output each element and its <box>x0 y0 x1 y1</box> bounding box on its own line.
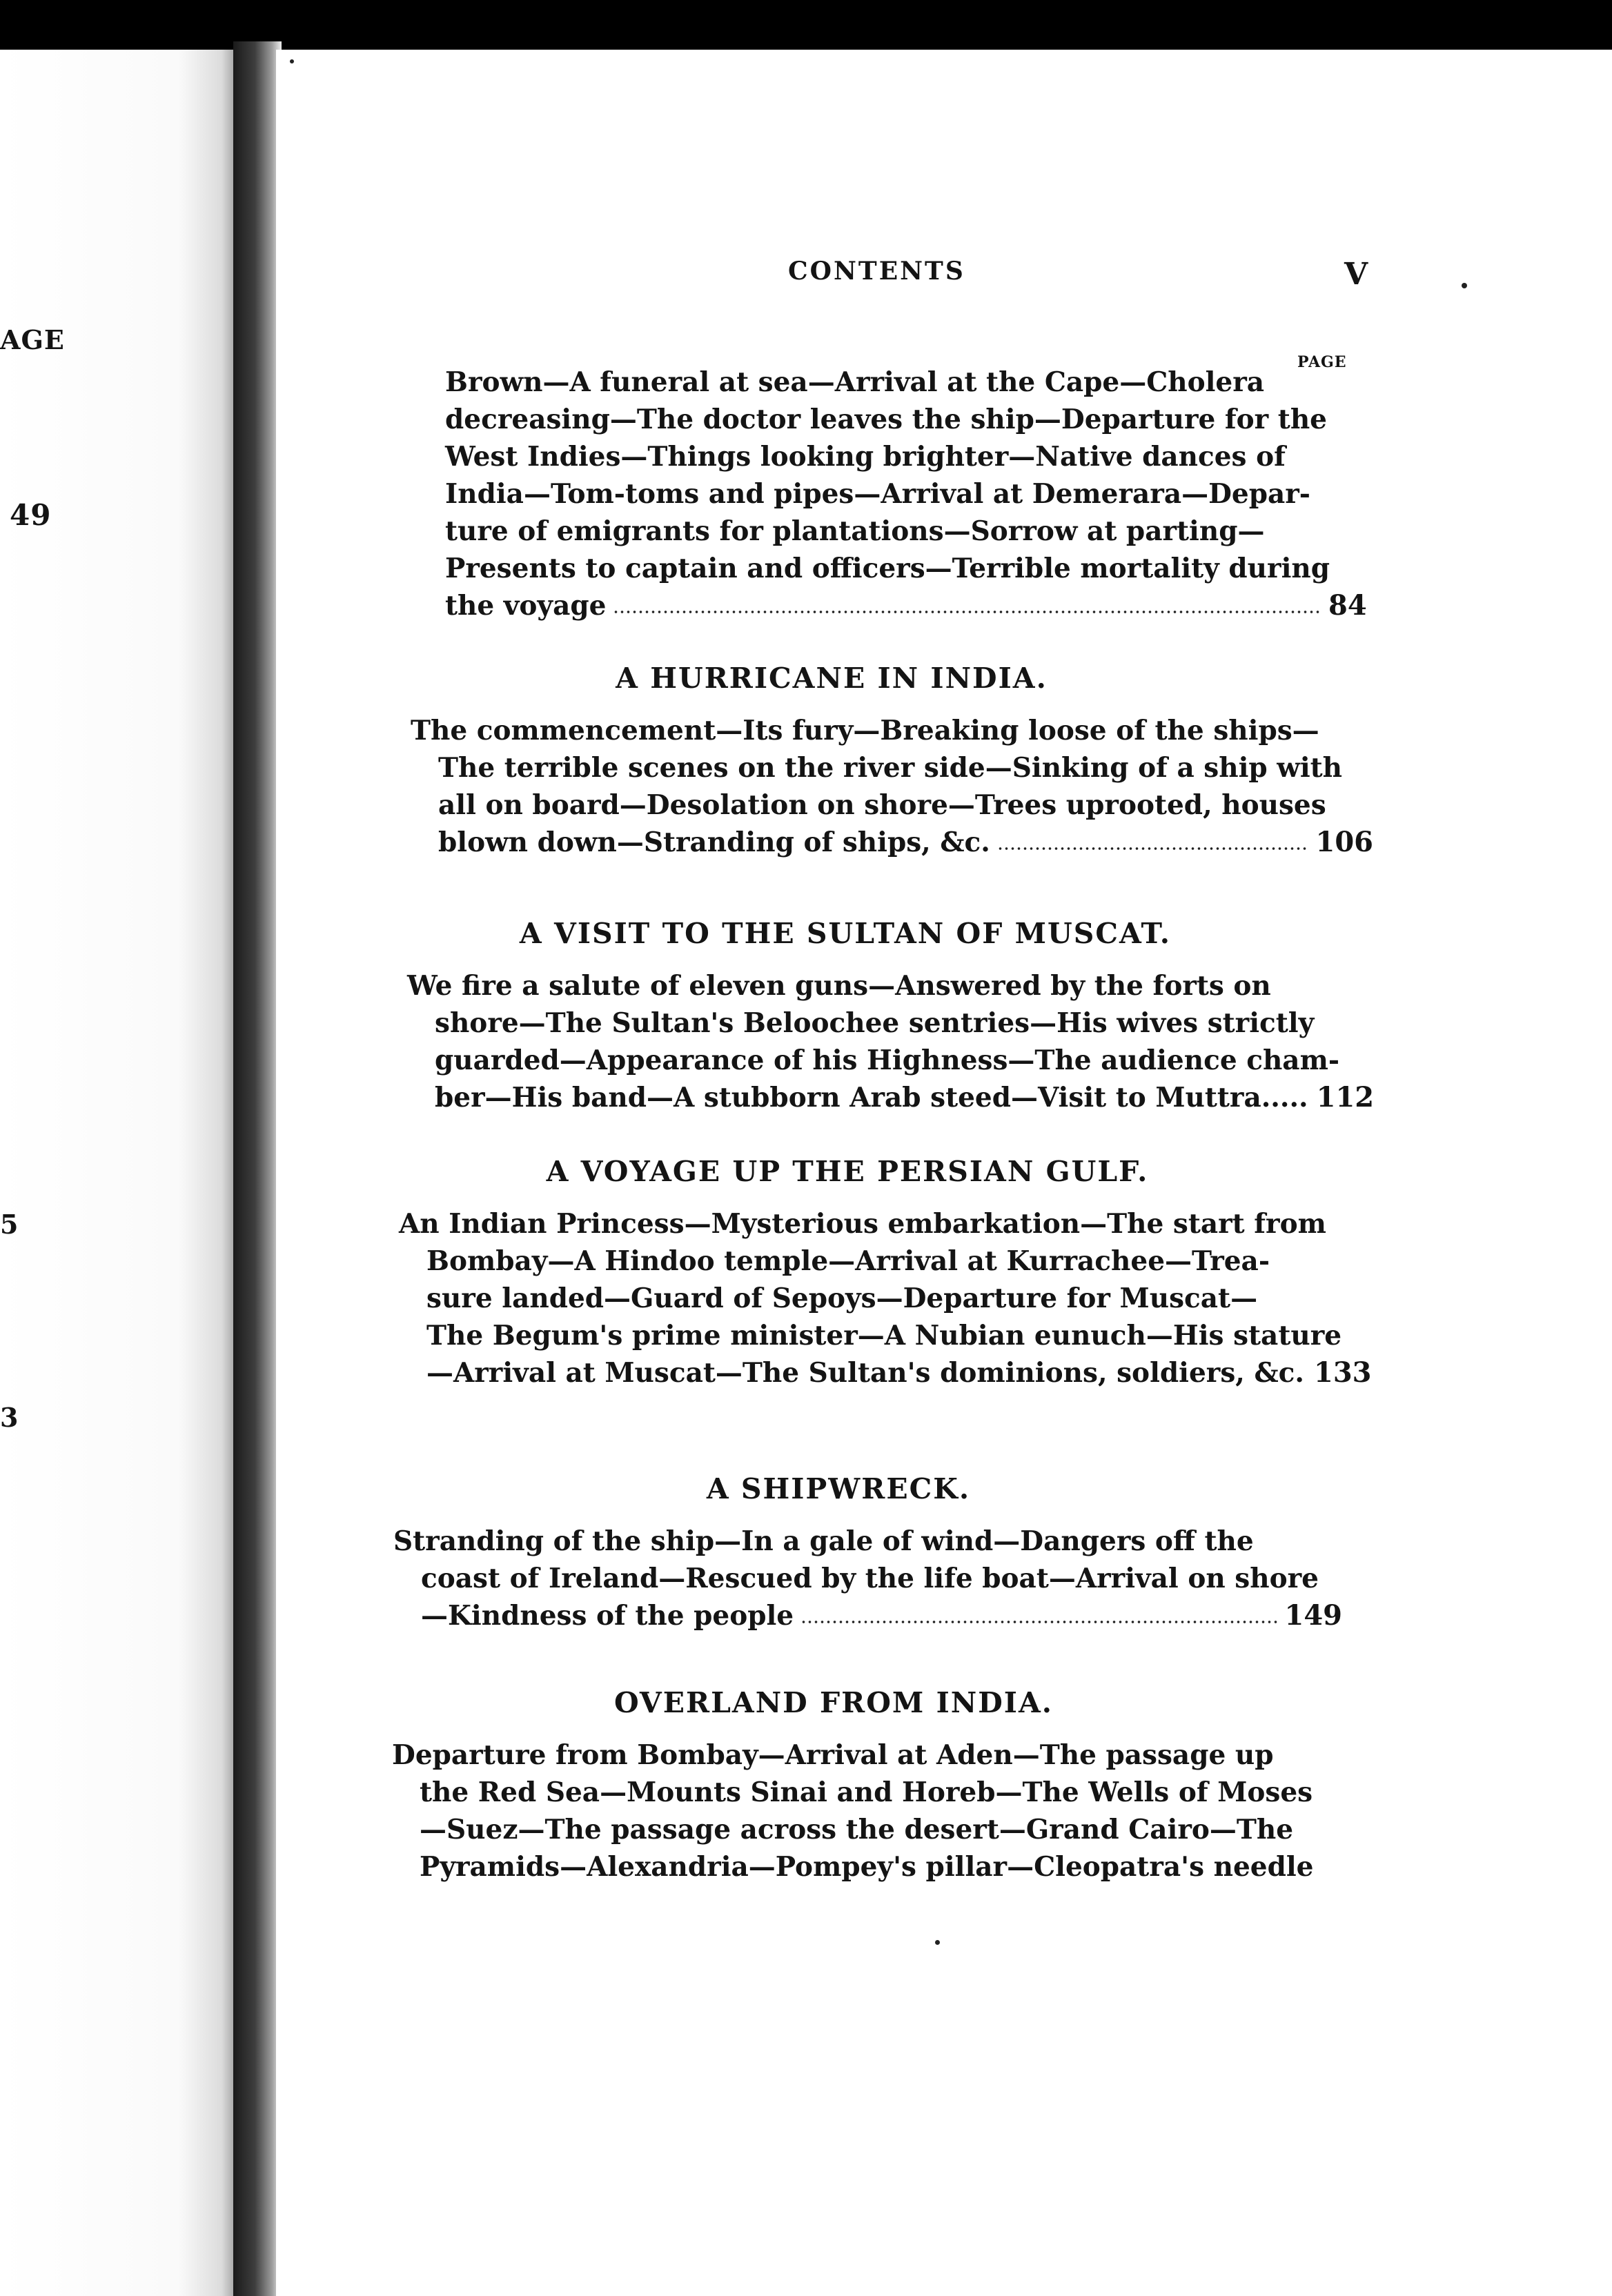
page-number: 149 <box>1284 1599 1342 1632</box>
entry-line: —Arrival at Muscat—The Sultan's dominions, soldiers, &c. <box>426 1357 1304 1389</box>
print-speck <box>290 59 294 63</box>
entry-last-line <box>411 824 1373 861</box>
print-speck <box>1462 283 1467 288</box>
entry-line: West Indies—Things looking brighter—Native dances of <box>445 441 1286 473</box>
page-number: 112 <box>1316 1081 1375 1114</box>
entry-last-line <box>445 587 1370 624</box>
page-folio: V <box>1344 257 1368 292</box>
contents-entry <box>392 1681 1324 1886</box>
contents-entry <box>411 657 1373 861</box>
entry-line: all on board—Desolation on shore—Trees uprooted, houses <box>438 789 1326 821</box>
entry-line: India—Tom-toms and pipes—Arrival at Demerara—Depar- <box>445 478 1310 510</box>
contents-entry <box>399 1150 1372 1392</box>
entry-line: Brown—A funeral at sea—Arrival at the Cape—Cholera <box>445 366 1265 398</box>
entry-description <box>392 1736 1324 1886</box>
book-gutter <box>233 41 282 2296</box>
contents-entry <box>393 1467 1342 1634</box>
entry-line: Departure from Bombay—Arrival at Aden—The passage up <box>392 1739 1274 1771</box>
contents-entry-continuation <box>445 364 1370 624</box>
left-page-fragment: 5 <box>0 1209 19 1240</box>
entry-last-line <box>393 1597 1342 1634</box>
dot-leader <box>800 1621 1277 1623</box>
section-title: A HURRICANE IN INDIA. <box>616 662 1048 695</box>
contents-page <box>276 50 1612 2296</box>
entry-line: shore—The Sultan's Beloochee sentries—His wives strictly <box>435 1007 1315 1039</box>
left-page-fragment: AGE <box>0 324 65 355</box>
entry-line: ture of emigrants for plantations—Sorrow at parting— <box>445 515 1265 547</box>
entry-line: We fire a salute of eleven guns—Answered by the forts on <box>407 970 1271 1002</box>
entry-line: The commencement—Its fury—Breaking loose of the ships— <box>411 715 1319 746</box>
entry-last-line <box>407 1079 1375 1116</box>
entry-line: sure landed—Guard of Sepoys—Departure for Muscat— <box>426 1283 1258 1314</box>
entry-line: The Begum's prime minister—A Nubian eunuch—His stature <box>426 1320 1342 1352</box>
entry-line: Bombay—A Hindoo temple—Arrival at Kurrachee—Trea- <box>426 1245 1270 1277</box>
entry-line: An Indian Princess—Mysterious embarkation—The start from <box>399 1208 1326 1240</box>
entry-line: —Suez—The passage across the desert—Grand Cairo—The <box>420 1814 1294 1845</box>
left-page-fragment: 3 <box>0 1402 19 1433</box>
page-number: 133 <box>1313 1356 1372 1389</box>
entry-description <box>407 967 1349 1079</box>
entry-last-line <box>399 1354 1372 1392</box>
page-number: 106 <box>1315 826 1373 858</box>
entry-line: decreasing—The doctor leaves the ship—Departure for the <box>445 404 1327 435</box>
entry-line: guarded—Appearance of his Highness—The audience cham- <box>435 1045 1340 1076</box>
entry-line: The terrible scenes on the river side—Sinking of a ship with <box>438 752 1343 784</box>
entry-line: Pyramids—Alexandria—Pompey's pillar—Cleopatra's needle <box>420 1851 1314 1883</box>
entry-line: —Kindness of the people <box>421 1600 794 1632</box>
left-page-edge <box>0 50 238 2296</box>
entry-line: Stranding of the ship—In a gale of wind—Dangers off the <box>393 1525 1254 1557</box>
left-page-fragment: 49 <box>10 498 52 532</box>
entry-line: ber—His band—A stubborn Arab steed—Visit to Muttra..... <box>435 1082 1308 1114</box>
dot-leader <box>613 611 1321 613</box>
page-column-label: PAGE <box>1297 353 1347 371</box>
entry-line: coast of Ireland—Rescued by the life boat—Arrival on shore <box>421 1563 1319 1594</box>
section-title: A VISIT TO THE SULTAN OF MUSCAT. <box>519 917 1172 950</box>
dot-leader <box>997 847 1309 850</box>
section-title: A SHIPWRECK. <box>706 1472 971 1505</box>
contents-entry <box>407 912 1375 1116</box>
section-title: A VOYAGE UP THE PERSIAN GULF. <box>546 1155 1149 1188</box>
entry-line: the Red Sea—Mounts Sinai and Horeb—The Wells of Moses <box>420 1777 1313 1808</box>
entry-line: Presents to captain and officers—Terrible mortality during <box>445 553 1330 584</box>
entry-description <box>399 1205 1358 1354</box>
print-speck <box>935 1940 940 1945</box>
entry-description <box>445 364 1330 587</box>
entry-line: blown down—Stranding of ships, &c. <box>438 827 990 858</box>
section-title: OVERLAND FROM INDIA. <box>613 1686 1054 1719</box>
running-title: CONTENTS <box>788 257 965 286</box>
entry-line: the voyage <box>445 590 607 622</box>
entry-description <box>393 1523 1342 1597</box>
entry-description <box>411 712 1373 824</box>
page-number: 84 <box>1328 589 1367 622</box>
